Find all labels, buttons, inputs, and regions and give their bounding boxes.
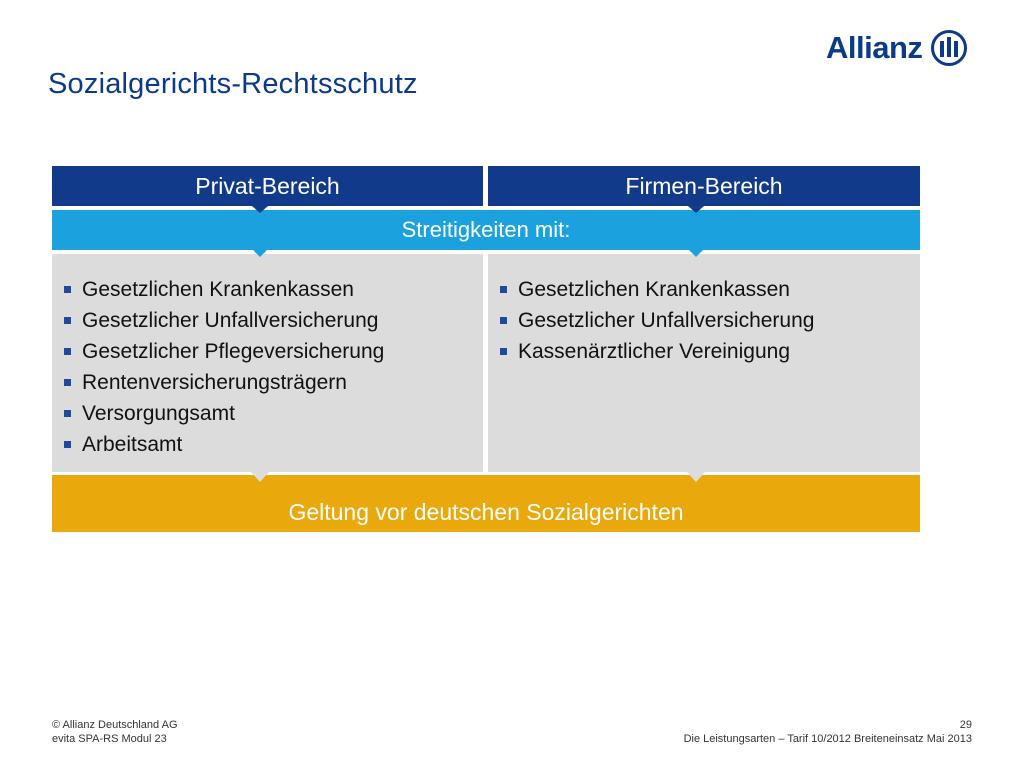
notch-arrow-left-bottom bbox=[250, 471, 270, 482]
list-item: Versorgungsamt bbox=[64, 398, 483, 429]
page-title: Sozialgerichts-Rechtsschutz bbox=[48, 68, 418, 100]
footer-left bbox=[52, 718, 178, 746]
list-item: Rentenversicherungsträgern bbox=[64, 367, 483, 398]
page-number: 29 bbox=[959, 719, 972, 731]
band-streitigkeiten: Streitigkeiten mit: bbox=[52, 210, 920, 250]
list-item: Gesetzlichen Krankenkassen bbox=[64, 274, 483, 305]
header-firmen: Firmen-Bereich bbox=[488, 166, 920, 206]
footer-copyright: © Allianz Deutschland AG bbox=[52, 719, 178, 731]
list-item: Gesetzlichen Krankenkassen bbox=[500, 274, 920, 305]
list-item: Arbeitsamt bbox=[64, 429, 483, 460]
list-item: Gesetzlicher Pflegeversicherung bbox=[64, 336, 483, 367]
logo-text: Allianz bbox=[826, 30, 923, 65]
header-privat: Privat-Bereich bbox=[52, 166, 483, 206]
list-item: Kassenärztlicher Vereinigung bbox=[500, 336, 920, 367]
footer-module: evita SPA-RS Modul 23 bbox=[52, 733, 167, 745]
footer-right bbox=[684, 718, 972, 746]
list-item: Gesetzlicher Unfallversicherung bbox=[64, 305, 483, 336]
band-geltung: Geltung vor deutschen Sozialgerichten bbox=[52, 475, 920, 532]
footer-caption: Die Leistungsarten – Tarif 10/2012 Breiteneinsatz Mai 2013 bbox=[683, 733, 972, 745]
list-item: Gesetzlicher Unfallversicherung bbox=[500, 305, 920, 336]
notch-arrow-right-bottom bbox=[686, 471, 706, 482]
